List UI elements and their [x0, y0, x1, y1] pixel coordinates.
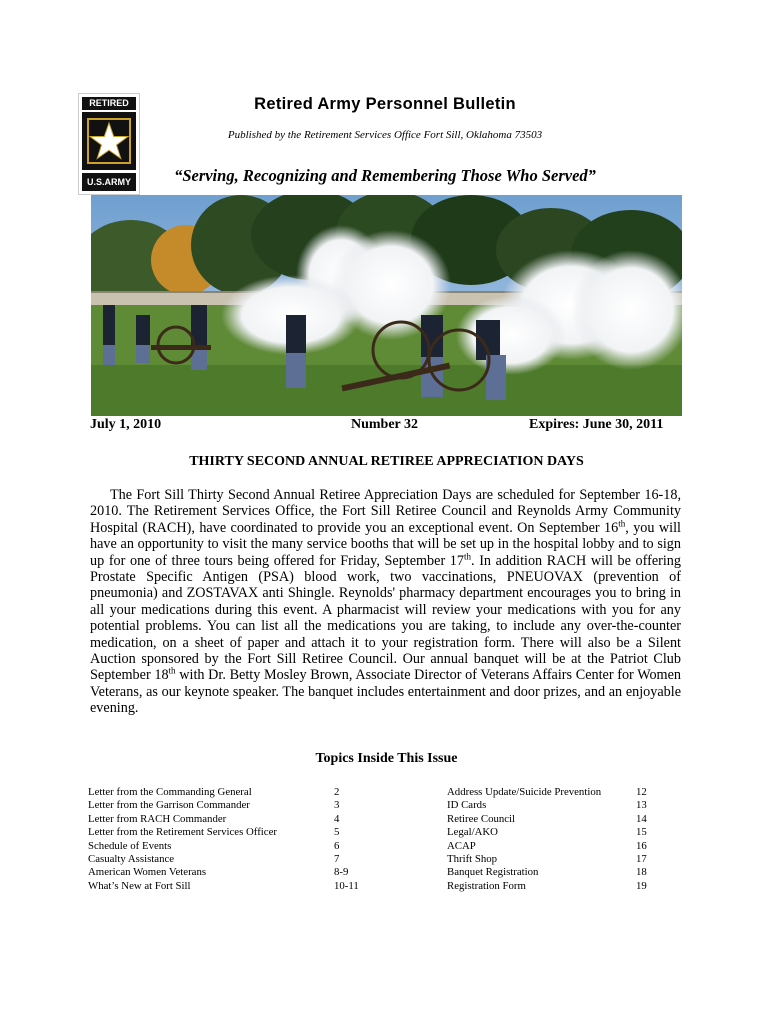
bulletin-subtitle: Published by the Retirement Services Office Fort Sill, Oklahoma 73503: [227, 129, 543, 141]
topics-title: Topics Inside This Issue: [315, 751, 458, 766]
toc-page: 18: [636, 866, 647, 879]
toc-item: Casualty Assistance: [88, 853, 175, 866]
toc-item: Registration Form: [447, 879, 526, 892]
toc-item: American Women Veterans: [88, 866, 207, 879]
toc-page: 12: [636, 786, 647, 798]
toc-page: 3: [334, 799, 340, 812]
ordinal-suffix: th: [168, 665, 176, 676]
toc-page: 15: [636, 826, 647, 839]
toc-left-titles: [88, 786, 277, 893]
toc-item: Banquet Registration: [447, 866, 539, 879]
toc-item: Letter from the Garrison Commander: [88, 799, 250, 812]
toc-page: 5: [334, 826, 340, 839]
logo-retired-label: RETIRED: [82, 97, 136, 110]
toc-item: What’s New at Fort Sill: [88, 879, 191, 892]
article-text-3: . In addition RACH will be offering Prostate Specific Antigen (PSA) blood work, two vaccinations, PNEUOVAX (prevention of pneumonia) and ZOSTAVAX anti Shingle. Reynolds' pharmacy department encourages you to bring in all your medications during this event. A pharmacist will review your medications with you for any potential problems. You can list all the medications you are taking, to include any over-the-counter medication, on a sheet of paper and attach it to your registration form. There will also be a Silent Auction sponsored by the Fort Sill Retiree Council. Our annual banquet will be at the Patriot Club September 18: [90, 552, 681, 684]
toc-page: 19: [636, 879, 647, 892]
toc-left-pages: [334, 786, 359, 893]
bulletin-title: Retired Army Personnel Bulletin: [254, 95, 516, 113]
toc-item: Letter from the Retirement Services Officer: [88, 826, 277, 839]
issue-expiration: Expires: June 30, 2011: [529, 417, 664, 432]
toc-page: 8-9: [334, 866, 349, 879]
toc-page: 16: [636, 839, 647, 852]
toc-page: 2: [334, 786, 340, 798]
toc-page: 7: [334, 853, 340, 866]
article-body: [90, 487, 681, 717]
toc-item: ACAP: [447, 839, 476, 852]
toc-page: 17: [636, 853, 647, 866]
logo-usarmy-label: U.S.ARMY: [82, 173, 136, 191]
toc-right-titles: [447, 786, 601, 893]
issue-date: July 1, 2010: [90, 417, 162, 432]
article-text-1: The Fort Sill Thirty Second Annual Retiree Appreciation Days are scheduled for September 16-18, 2010. The Retirement Services Office, the Fort Sill Retiree Council and Reynolds Army Community Hospital (RACH), have coordinated to provide you an exceptional event. On September 16: [90, 487, 681, 536]
toc-page: 4: [334, 812, 340, 825]
bulletin-motto: “Serving, Recognizing and Remembering Those Who Served”: [174, 166, 596, 185]
toc-item: Letter from the Commanding General: [88, 786, 252, 798]
star-icon: [82, 112, 136, 170]
army-retired-logo: [78, 93, 140, 195]
ordinal-suffix: th: [618, 518, 626, 529]
toc-item: Retiree Council: [447, 812, 516, 825]
toc-right-pages: [636, 786, 647, 893]
article-heading: THIRTY SECOND ANNUAL RETIREE APPRECIATION DAYS: [189, 454, 584, 469]
toc-item: Schedule of Events: [88, 839, 172, 852]
ordinal-suffix: th: [464, 550, 472, 561]
cannon-salute-photo: [91, 195, 682, 416]
toc-item: Letter from RACH Commander: [88, 812, 227, 825]
toc-page: 10-11: [334, 879, 359, 892]
article-text-2: , you will have an opportunity to visit the many service booths that will be set up in the hospital lobby and to sign up for one of three tours being offered for Friday, September 17: [90, 519, 681, 569]
issue-number: Number 32: [351, 417, 419, 432]
toc-item: Thrift Shop: [447, 853, 498, 866]
toc-item: Legal/AKO: [447, 826, 498, 839]
toc-page: 6: [334, 839, 340, 852]
toc-page: 14: [636, 812, 647, 825]
article-text-4: with Dr. Betty Mosley Brown, Associate Director of Veterans Affairs Center for Women Veterans, as our keynote speaker. The banquet includes entertainment and door prizes, and an enjoyable evening.: [90, 667, 681, 717]
toc-page: 13: [636, 799, 647, 812]
toc-item: Address Update/Suicide Prevention: [447, 786, 602, 798]
toc-item: ID Cards: [447, 799, 487, 812]
